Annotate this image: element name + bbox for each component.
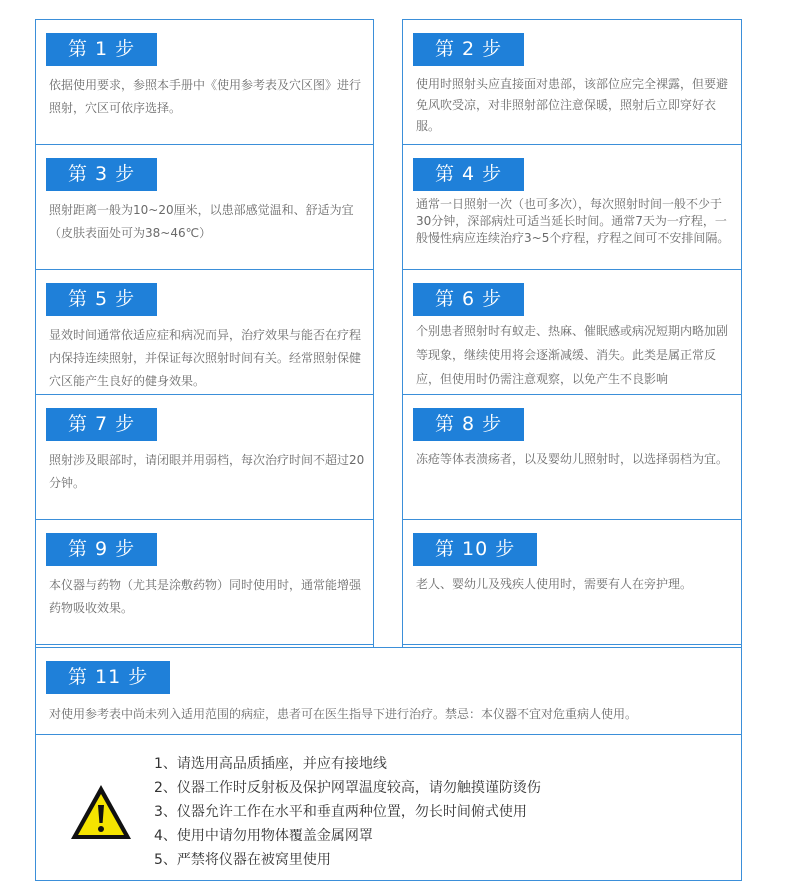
step-3-text: 照射距离一般为10~20厘米，以患部感觉温和、舒适为宜（皮肤表面处可为38~46℃） [49, 203, 354, 240]
step-1-cell [36, 20, 373, 145]
step-5-text: 显效时间通常依适应症和病况而异，治疗效果与能否在疗程内保持连续照射，并保证每次照射时间有关。经常照射保健穴区能产生良好的健身效果。 [49, 328, 362, 388]
step-10-cell [403, 520, 741, 645]
step-11-text: 对使用参考表中尚未列入适用范围的病症，患者可在医生指导下进行治疗。禁忌：本仪器不宜对危重病人使用。 [49, 707, 638, 721]
step-8-cell [403, 395, 741, 520]
step-4-badge: 第 4 步 [413, 158, 524, 191]
step-7-badge: 第 7 步 [46, 408, 157, 441]
step-4-cell [403, 145, 741, 270]
step-11-cell [35, 647, 742, 735]
step-1-text: 依据使用要求，参照本手册中《使用参考表及穴区图》进行照射，穴区可依序选择。 [49, 78, 362, 115]
step-6-cell [403, 270, 741, 395]
step-5-cell [36, 270, 373, 395]
step-10-badge: 第 10 步 [413, 533, 537, 566]
step-6-badge: 第 6 步 [413, 283, 524, 316]
step-11-badge: 第 11 步 [46, 661, 170, 694]
step-2-cell [403, 20, 741, 145]
step-5-badge: 第 5 步 [46, 283, 157, 316]
step-3-badge: 第 3 步 [46, 158, 157, 191]
warning-triangle-icon [69, 783, 133, 841]
step-8-badge: 第 8 步 [413, 408, 524, 441]
step-2-badge: 第 2 步 [413, 33, 524, 66]
warning-list [154, 752, 541, 872]
step-8-text: 冻疮等体表溃疡者，以及婴幼儿照射时，以选择弱档为宜。 [416, 452, 729, 466]
step-4-text: 通常一日照射一次（也可多次），每次照射时间一般不少于30分钟，深部病灶可适当延长时间。通常7天为一疗程，一般慢性病应连续治疗3~5个疗程，疗程之间可不安排间隔。 [416, 197, 730, 245]
warning-item-1: 1、请选用高品质插座，并应有接地线 [154, 756, 387, 772]
warning-item-3: 3、仪器允许工作在水平和垂直两种位置，勿长时间俯式使用 [154, 804, 527, 820]
step-6-text: 个别患者照射时有蚁走、热麻、催眠感或病况短期内略加剧等现象，继续使用将会逐渐减缓、消失。此类是属正常反应，但使用时仍需注意观察，以免产生不良影响 [416, 324, 729, 386]
warning-item-5: 5、严禁将仪器在被窝里使用 [154, 852, 331, 868]
step-9-badge: 第 9 步 [46, 533, 157, 566]
step-9-cell [36, 520, 373, 645]
step-2-text: 使用时照射头应直接面对患部，该部位应完全裸露，但要避免风吹受凉，对非照射部位注意保暖，照射后立即穿好衣服。 [416, 77, 729, 133]
steps-column-left [35, 19, 374, 648]
step-9-text: 本仪器与药物（尤其是涂敷药物）同时使用时，通常能增强药物吸收效果。 [49, 578, 362, 615]
warning-box [35, 734, 742, 881]
step-7-text: 照射涉及眼部时，请闭眼并用弱档，每次治疗时间不超过20分钟。 [49, 453, 365, 490]
steps-column-right [402, 19, 742, 648]
warning-item-2: 2、仪器工作时反射板及保护网罩温度较高，请勿触摸谨防烫伤 [154, 780, 541, 796]
step-7-cell [36, 395, 373, 520]
step-3-cell [36, 145, 373, 270]
step-1-badge: 第 1 步 [46, 33, 157, 66]
step-10-text: 老人、婴幼儿及残疾人使用时，需要有人在旁护理。 [416, 577, 693, 591]
warning-item-4: 4、使用中请勿用物体覆盖金属网罩 [154, 828, 373, 844]
